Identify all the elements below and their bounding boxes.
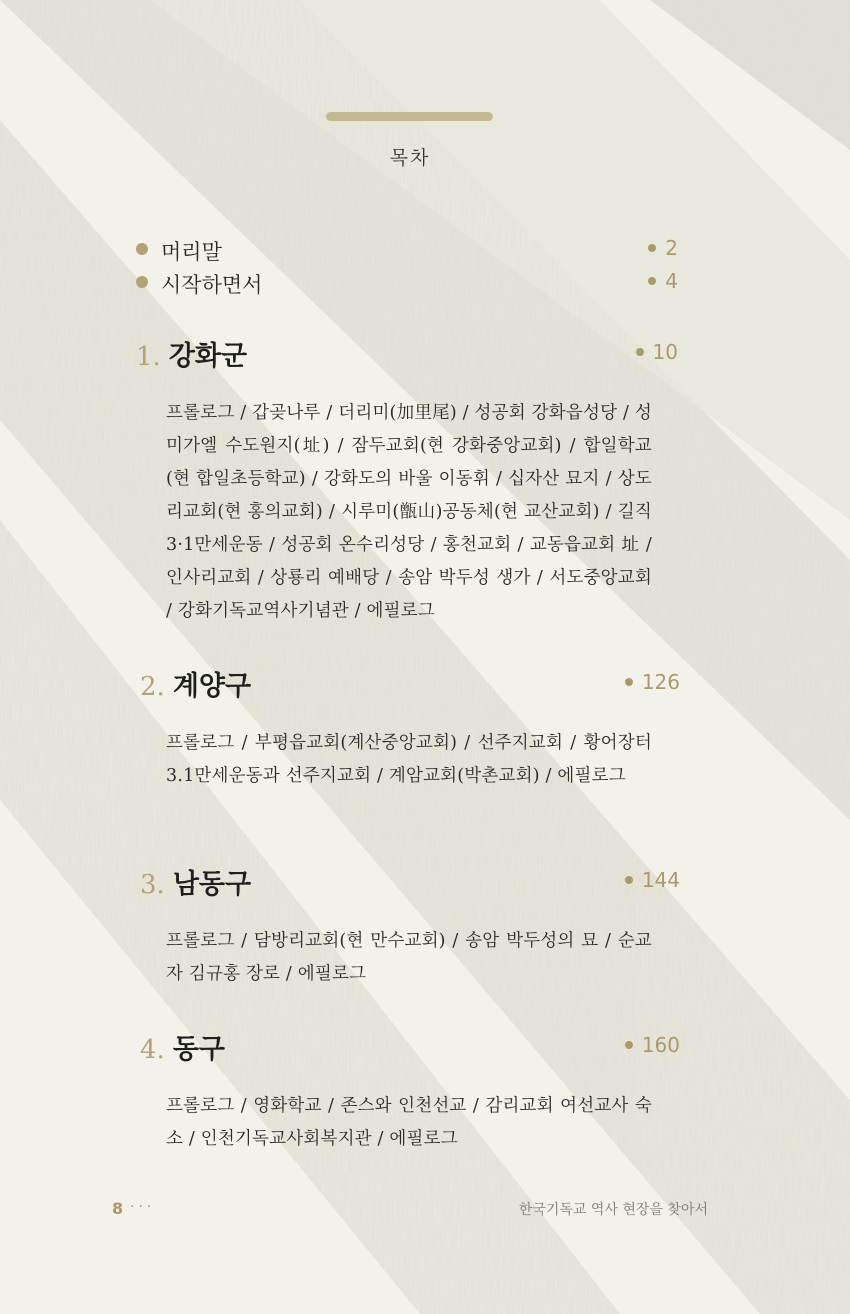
chapter-heading-2[interactable] xyxy=(140,664,682,704)
bullet-icon xyxy=(136,276,148,288)
bullet-icon xyxy=(136,243,148,255)
small-bullet-icon xyxy=(625,876,633,884)
footer-page-number: 8 xyxy=(112,1199,124,1218)
chapter-page-number: 144 xyxy=(625,868,680,892)
chapter-contents-3: 프롤로그 / 담방리교회(현 만수교회) / 송암 박두성의 묘 / 순교자 김규홍 장로 / 에필로그 xyxy=(166,931,652,984)
toc-entry-preface[interactable] xyxy=(136,236,678,264)
chapter-name: 동구 xyxy=(172,1034,225,1065)
chapter-number: 4. xyxy=(140,1035,165,1065)
toc-entry-label: 시작하면서 xyxy=(161,273,263,297)
title-bar-decoration xyxy=(326,112,493,121)
footer-book-title: 한국기독교 역사 현장을 찾아서 xyxy=(518,1202,708,1218)
chapter-page-number: 160 xyxy=(625,1033,680,1057)
chapter-number: 3. xyxy=(140,870,165,900)
chapter-number: 2. xyxy=(140,672,165,702)
small-bullet-icon xyxy=(625,1041,633,1049)
small-bullet-icon xyxy=(648,244,656,252)
chapter-page-number: 10 xyxy=(636,340,678,364)
chapter-name: 강화군 xyxy=(168,341,248,372)
chapter-page-number: 126 xyxy=(625,670,680,694)
toc-page-number: 2 xyxy=(648,236,678,260)
chapter-number: 1. xyxy=(136,342,161,372)
toc-entry-beginning[interactable] xyxy=(136,269,678,297)
chapter-name: 남동구 xyxy=(172,869,252,900)
chapter-contents-4: 프롤로그 / 영화학교 / 존스와 인천선교 / 감리교회 여선교사 숙소 / 인천기독교사회복지관 / 에필로그 xyxy=(166,1096,652,1149)
small-bullet-icon xyxy=(625,678,633,686)
toc-entry-label: 머리말 xyxy=(161,240,222,264)
chapter-name: 계양구 xyxy=(172,671,252,702)
chapter-contents-1: 프롤로그 / 갑곶나루 / 더리미(加里尾) / 성공회 강화읍성당 / 성 미가엘 수도원지(址) / 잠두교회(현 강화중앙교회) / 합일학교(현 합일초등학교) / 강화도의 바울 이동휘 / 십자산 묘지 / 상도리교회(현 홍의교회) / 시루미(甑山)공동체(현 교산교회) / 길직3·1만세운동 / 성공회 온수리성당 / 홍천교회 / 교동읍교회 址 / 인사리교회 / 상룡리 예배당 / 송암 박두성 생가 / 서도중앙교회 / 강화기독교역사기념관 / 에필로그 xyxy=(166,403,652,621)
chapter-heading-3[interactable] xyxy=(140,862,682,902)
small-bullet-icon xyxy=(636,348,644,356)
chapter-contents-2: 프롤로그 / 부평읍교회(계산중앙교회) / 선주지교회 / 황어장터3.1만세운동과 선주지교회 / 계암교회(박촌교회) / 에필로그 xyxy=(166,733,652,786)
toc-page-number: 4 xyxy=(648,269,678,293)
page-title: 목차 xyxy=(389,147,431,169)
chapter-heading-4[interactable] xyxy=(140,1027,682,1067)
small-bullet-icon xyxy=(648,277,656,285)
footer-dots: ··· xyxy=(130,1199,156,1215)
chapter-heading-1[interactable] xyxy=(136,334,678,374)
